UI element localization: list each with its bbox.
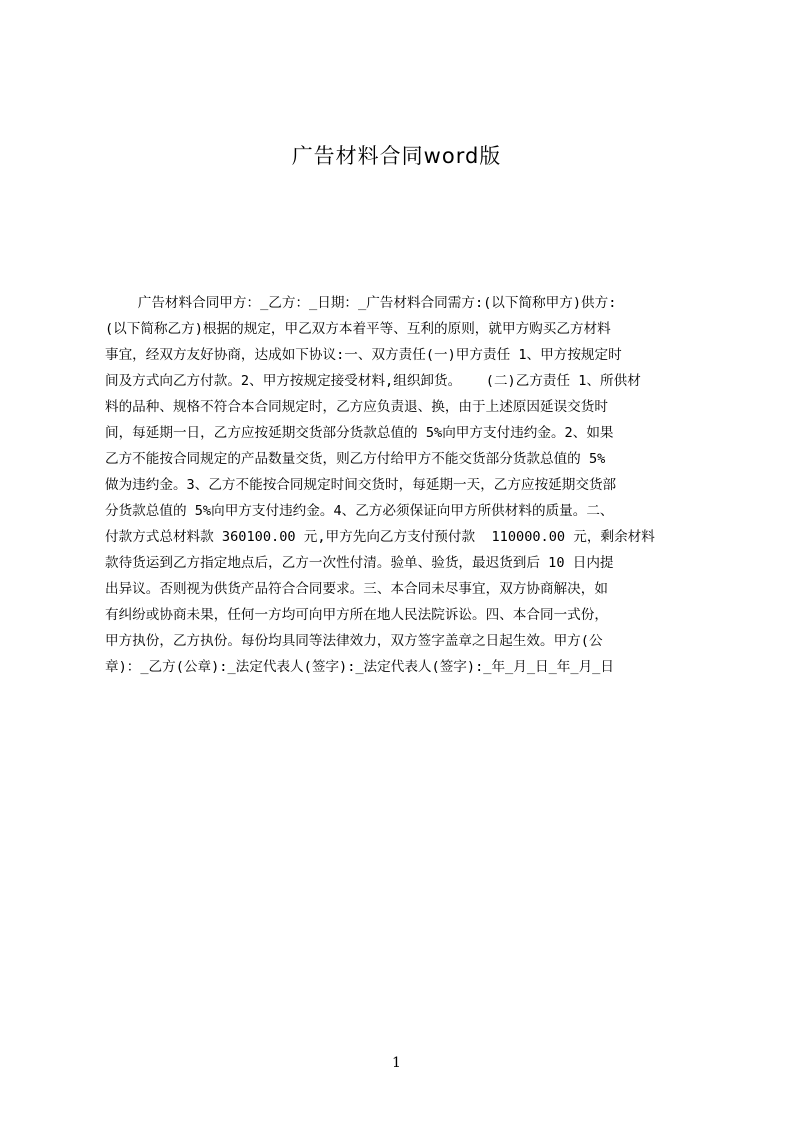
body-line: 款待货运到乙方指定地点后，乙方一次性付清。验单、验货，最迟货到后 10 日内提	[105, 555, 614, 571]
body-line: 甲方执份，乙方执份。每份均具同等法律效力，双方签字盖章之日起生效。甲方(公	[105, 633, 603, 649]
contract-body	[105, 290, 696, 680]
body-line: 广告材料合同甲方：_乙方：_日期：_广告材料合同需方:(以下简称甲方)供方:	[105, 295, 617, 311]
document-title: 广告材料合同word版	[291, 144, 502, 168]
body-line: 分货款总值的 5%向甲方支付违约金。4、乙方必须保证向甲方所供材料的质量。二、	[105, 503, 614, 519]
body-line: 出异议。否则视为供货产品符合合同要求。三、本合同未尽事宜，双方协商解决，如	[105, 581, 608, 597]
body-line: 付款方式总材料款 360100.00 元,甲方先向乙方支付预付款 110000.00 元，剩余材料	[105, 529, 655, 545]
body-line: 事宜，经双方友好协商，达成如下协议:一、双方责任(一)甲方责任 1、甲方按规定时	[105, 347, 622, 363]
body-line: 章)：_乙方(公章):_法定代表人(签字):_法定代表人(签字):_年_月_日_年_月_日	[105, 659, 614, 675]
body-line: 间，每延期一日，乙方应按延期交货部分货款总值的 5%向甲方支付违约金。2、如果	[105, 425, 614, 441]
body-line: 乙方不能按合同规定的产品数量交货，则乙方付给甲方不能交货部分货款总值的 5%	[105, 451, 606, 467]
body-line: 间及方式向乙方付款。2、甲方按规定接受材料,组织卸货。 (二)乙方责任 1、所供材	[105, 373, 641, 389]
page-number: 1	[392, 1055, 401, 1071]
body-line: 有纠纷或协商未果，任何一方均可向甲方所在地人民法院诉讼。四、本合同一式份，	[105, 607, 608, 623]
body-line: (以下简称乙方)根据的规定，甲乙双方本着平等、互利的原则，就甲方购买乙方材料	[105, 321, 611, 337]
body-line: 料的品种、规格不符合本合同规定时，乙方应负责退、换，由于上述原因延误交货时	[105, 399, 608, 415]
body-line: 做为违约金。3、乙方不能按合同规定时间交货时，每延期一天，乙方应按延期交货部	[105, 477, 617, 493]
